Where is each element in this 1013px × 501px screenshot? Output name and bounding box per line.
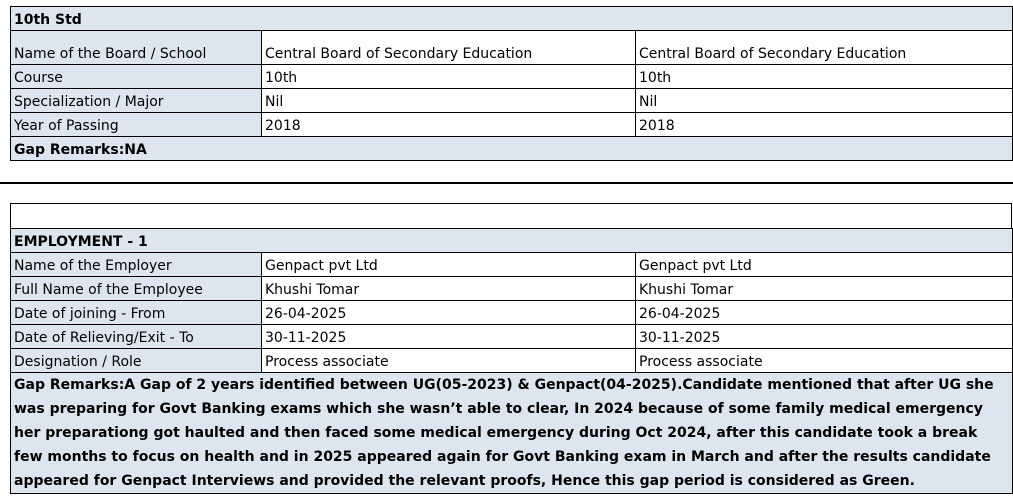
row-label: Designation / Role — [11, 349, 262, 373]
table-row — [11, 31, 1013, 65]
row-value-2: Process associate — [636, 349, 1013, 373]
row-label: Full Name of the Employee — [11, 277, 262, 301]
gap-remarks: Gap Remarks:NA — [11, 137, 1013, 161]
row-label: Date of joining - From — [11, 301, 262, 325]
row-value-2: 30-11-2025 — [636, 325, 1013, 349]
gap-remarks: Gap Remarks:A Gap of 2 years identified between UG(05-2023) & Genpact(04-2025).Candidate mentioned that after UG she was preparing for Govt Banking exams which she wasn’t able to clear, In 2024 because of some family medical emergency her preparationg got haulted and then faced some medical emergency during Oct 2024, after this candidate took a break few months to focus on health and in 2025 appeared again for Govt Banking exam in March and after the results candidate appeared for Genpact Interviews and provided the relevant proofs, Hence this gap period is considered as Green. — [11, 373, 1013, 494]
row-value-2: 26-04-2025 — [636, 301, 1013, 325]
row-label: Course — [11, 65, 262, 89]
table-row — [11, 65, 1013, 89]
gap-remarks-row — [11, 137, 1013, 161]
empty-row — [10, 203, 1012, 228]
row-value-2: Nil — [636, 89, 1013, 113]
table-heading-row — [11, 229, 1013, 253]
education-10th-table — [10, 6, 1013, 161]
education-heading: 10th Std — [11, 7, 1013, 31]
row-value-1: 10th — [262, 65, 636, 89]
row-value-2: Khushi Tomar — [636, 277, 1013, 301]
row-value-1: 30-11-2025 — [262, 325, 636, 349]
employment-heading: EMPLOYMENT - 1 — [11, 229, 1013, 253]
row-value-2: Central Board of Secondary Education — [636, 31, 1013, 65]
row-label: Name of the Employer — [11, 253, 262, 277]
row-value-1: 2018 — [262, 113, 636, 137]
row-value-1: 26-04-2025 — [262, 301, 636, 325]
table-row — [11, 277, 1013, 301]
table-row — [11, 349, 1013, 373]
table-row — [11, 89, 1013, 113]
employment-table — [10, 228, 1013, 494]
row-label: Year of Passing — [11, 113, 262, 137]
row-value-1: Khushi Tomar — [262, 277, 636, 301]
table-row — [11, 113, 1013, 137]
table-row — [11, 253, 1013, 277]
row-label: Name of the Board / School — [11, 31, 262, 65]
table-row — [11, 301, 1013, 325]
row-value-1: Process associate — [262, 349, 636, 373]
gap-remarks-row — [11, 373, 1013, 494]
row-value-2: 2018 — [636, 113, 1013, 137]
row-label: Date of Relieving/Exit - To — [11, 325, 262, 349]
table-row — [11, 325, 1013, 349]
row-value-1: Nil — [262, 89, 636, 113]
table-heading-row — [11, 7, 1013, 31]
row-label: Specialization / Major — [11, 89, 262, 113]
row-value-2: Genpact pvt Ltd — [636, 253, 1013, 277]
row-value-1: Central Board of Secondary Education — [262, 31, 636, 65]
section-divider — [0, 182, 1013, 184]
row-value-1: Genpact pvt Ltd — [262, 253, 636, 277]
row-value-2: 10th — [636, 65, 1013, 89]
